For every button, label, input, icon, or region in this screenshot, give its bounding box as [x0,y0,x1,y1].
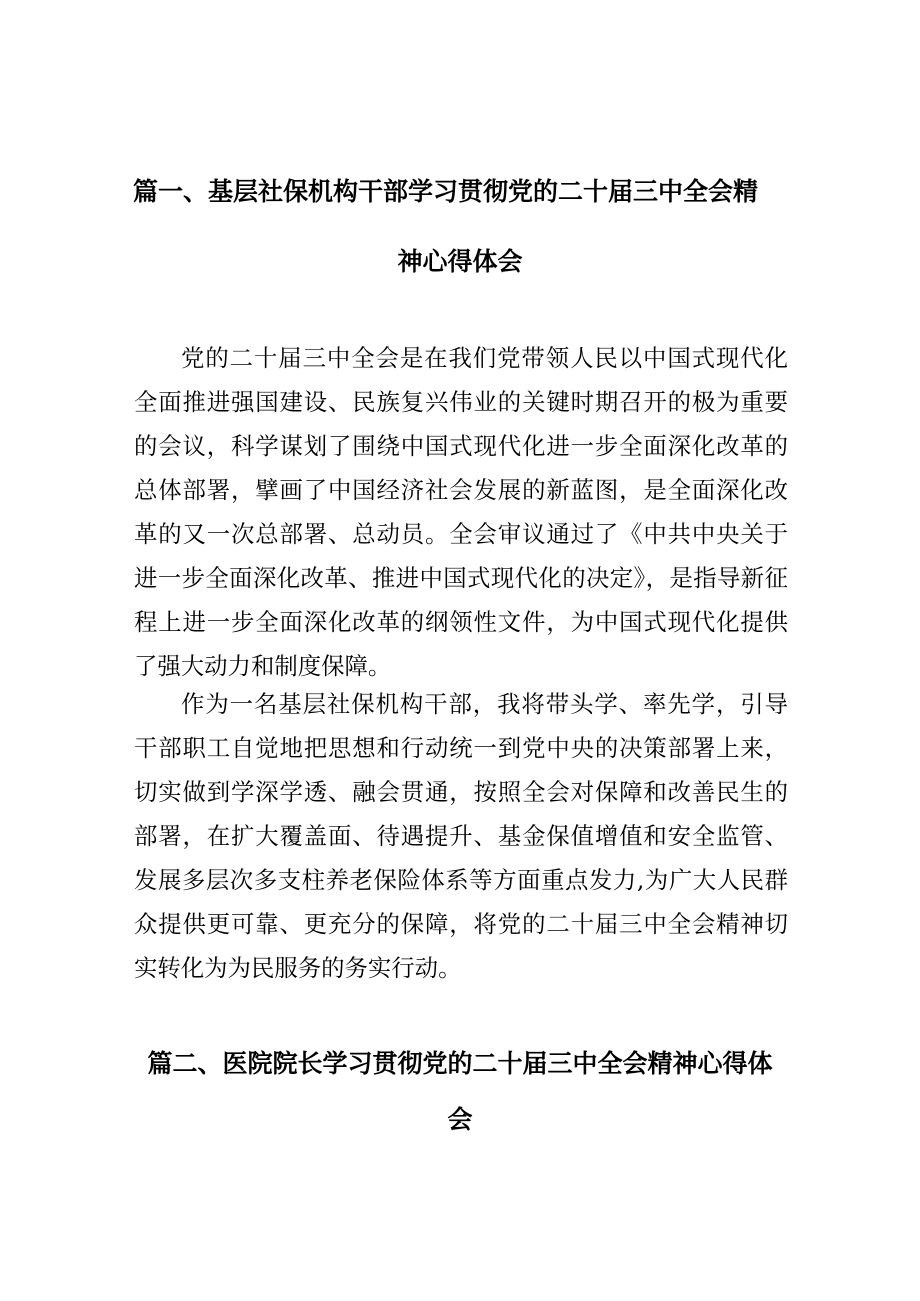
section-1-title-line-2: 神心得体会 [397,247,523,276]
section-2-title-line-1: 篇二、医院院长学习贯彻党的二十届三中全会精神心得体 [147,1049,773,1078]
section-1-title-line-1: 篇一、基层社保机构干部学习贯彻党的二十届三中全会精 [133,177,759,206]
section-1-paragraph-2: 作为一名基层社保机构干部，我将带头学、率先学，引导干部职工自觉地把思想和行动统一到党中央的决策部署上来，切实做到学深学透、融会贯通，按照全会对保障和改善民生的部署，在扩大覆盖面、待遇提升、基金保值增值和安全监管、发展多层次多支柱养老保险体系等方面重点发力,为广大人民群众提供更可靠、更充分的保障，将党的二十届三中全会精神切实转化为为民服务的务实行动。 [134,690,788,982]
section-2-title-line-2: 会 [447,1105,473,1134]
section-1-paragraph-1: 党的二十届三中全会是在我们党带领人民以中国式现代化全面推进强国建设、民族复兴伟业的关键时期召开的极为重要的会议，科学谋划了围绕中国式现代化进一步全面深化改革的总体部署，擘画了中国经济社会发展的新蓝图，是全面深化改革的又一次总部署、总动员。全会审议通过了《中共中央关于进一步全面深化改革、推进中国式现代化的决定》，是指导新征程上进一步全面深化改革的纲领性文件，为中国式现代化提供了强大动力和制度保障。 [134,344,788,680]
